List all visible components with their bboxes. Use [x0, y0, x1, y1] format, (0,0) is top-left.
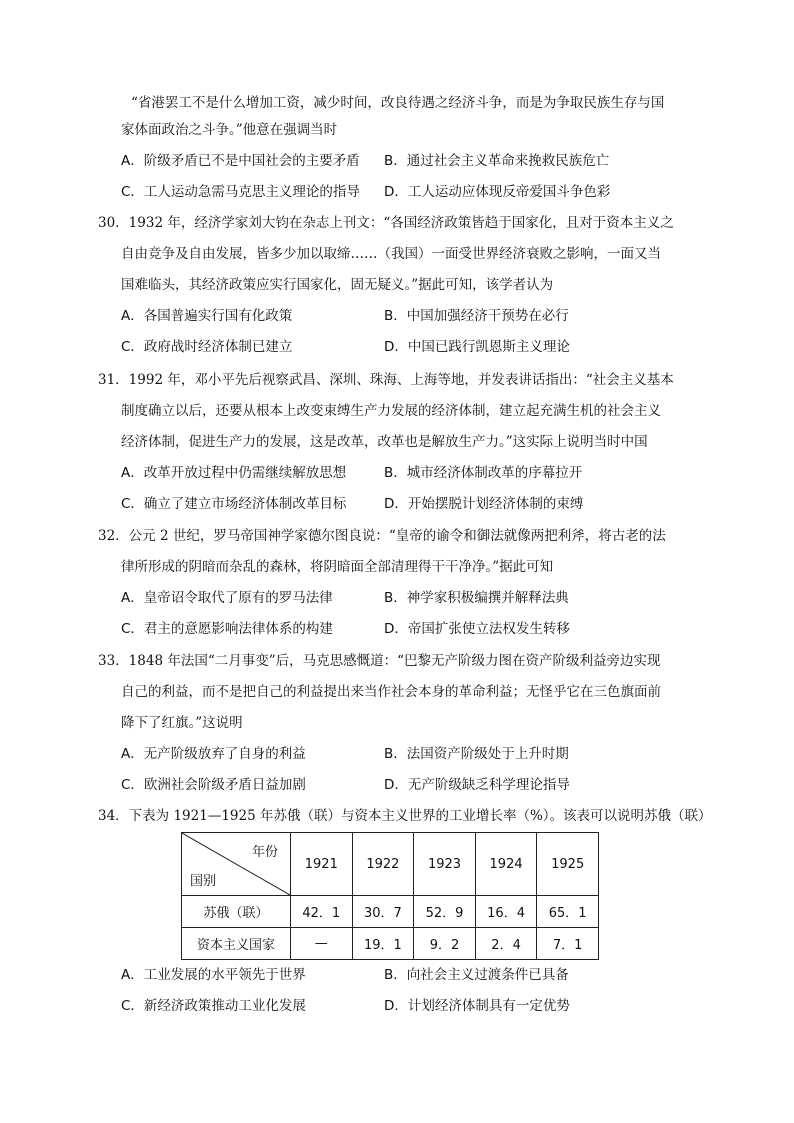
- q31-option-b: B．城市经济体制改革的序幕拉开: [384, 465, 583, 481]
- table-cell: 7．1: [537, 928, 599, 960]
- q33-option-c: C．欧洲社会阶级矛盾日益加剧: [121, 777, 306, 793]
- q33-option-d: D．无产阶级缺乏科学理论指导: [384, 777, 570, 793]
- q30-option-c: C．政府战时经济体制已建立: [121, 339, 293, 355]
- q30-option-a: A．各国普遍实行国有化政策: [121, 308, 293, 324]
- q29-option-d: D．工人运动应体现反帝爱国斗争色彩: [384, 184, 611, 200]
- q34-option-a: A．工业发展的水平领先于世界: [121, 967, 306, 983]
- q32-option-c: C．君主的意愿影响法律体系的构建: [121, 621, 333, 637]
- table-cell: 65．1: [537, 896, 599, 928]
- corner-label-year: 年份: [251, 845, 278, 860]
- q32-option-d: D．帝国扩张使立法权发生转移: [384, 621, 570, 637]
- q33-stem-line-2: 自己的利益，而不是把自己的利益提出来当作社会本身的革命利益；无怪乎它在三色旗面前: [121, 684, 661, 700]
- q29-stem-line-2: 家体面政治之斗争。”他意在强调当时: [121, 122, 338, 138]
- year-header: 1922: [352, 833, 414, 896]
- q33-option-b: B．法国资产阶级处于上升时期: [384, 746, 569, 762]
- q29-option-a: A．阶级矛盾已不是中国社会的主要矛盾: [121, 153, 360, 169]
- table-cell: 9．2: [414, 928, 476, 960]
- q33-stem-line-1: 33．1848 年法国“二月事变”后，马克思感慨道：“巴黎无产阶级力图在资产阶级利益旁边实现: [98, 653, 661, 669]
- table-cell: 2．4: [475, 928, 537, 960]
- table-header-row: [182, 833, 599, 896]
- q33-option-a: A．无产阶级放弃了自身的利益: [121, 746, 306, 762]
- q31-stem-line-3: 经济体制，促进生产力的发展，这是改革，改革也是解放生产力。”这实际上说明当时中国: [121, 434, 648, 450]
- year-header: 1924: [475, 833, 537, 896]
- q32-stem-line-1: 32．公元 2 世纪，罗马帝国神学家德尔图良说：“皇帝的谕令和御法就像两把利斧，将古老的法: [98, 528, 666, 544]
- year-header: 1925: [537, 833, 599, 896]
- q29-option-c: C．工人运动急需马克思主义理论的指导: [121, 184, 360, 200]
- q31-option-d: D．开始摆脱计划经济体制的束缚: [384, 496, 584, 512]
- row-label: 资本主义国家: [182, 928, 291, 960]
- q29-stem-line-1: “省港罢工不是什么增加工资，减少时间，改良待遇之经济斗争，而是为争取民族生存与国: [131, 95, 665, 111]
- q31-option-c: C．确立了建立市场经济体制改革目标: [121, 496, 347, 512]
- table-row: [182, 896, 599, 928]
- q29-option-b: B．通过社会主义革命来挽救民族危亡: [384, 153, 610, 169]
- q34-option-d: D．计划经济体制具有一定优势: [384, 998, 570, 1014]
- growth-rate-table: [181, 832, 599, 960]
- q31-stem-line-1: 31．1992 年，邓小平先后视察武昌、深圳、珠海、上海等地，并发表讲话指出：“社会主义基本: [98, 372, 674, 388]
- year-header: 1923: [414, 833, 476, 896]
- q30-stem-line-3: 国难临头，其经济政策应实行国家化，固无疑义。”据此可知，该学者认为: [121, 277, 554, 293]
- q32-option-b: B．神学家积极编撰并解释法典: [384, 590, 569, 606]
- table-cell: 42．1: [291, 896, 353, 928]
- q34-stem-line-1: 34．下表为 1921—1925 年苏俄（联）与资本主义世界的工业增长率（%）。该表可以说明苏俄（联）: [98, 808, 712, 824]
- q30-option-b: B．中国加强经济干预势在必行: [384, 308, 569, 324]
- table-cell: 16．4: [475, 896, 537, 928]
- table-cell: 19．1: [352, 928, 414, 960]
- q34-option-b: B．向社会主义过渡条件已具备: [384, 967, 569, 983]
- q31-stem-line-2: 制度确立以后，还要从根本上改变束缚生产力发展的经济体制，建立起充满生机的社会主义: [121, 403, 661, 419]
- q30-stem-line-2: 自由竞争及自由发展，皆多少加以取缔……（我国）一面受世界经济衰败之影响，一面又当: [121, 246, 661, 262]
- q30-option-d: D．中国已践行凯恩斯主义理论: [384, 339, 570, 355]
- q33-stem-line-3: 降下了红旗。”这说明: [121, 715, 243, 731]
- q31-option-a: A．改革开放过程中仍需继续解放思想: [121, 465, 347, 481]
- table-cell: 30．7: [352, 896, 414, 928]
- table-cell: —: [291, 928, 353, 960]
- table-row: [182, 928, 599, 960]
- row-label: 苏俄（联）: [182, 896, 291, 928]
- q32-option-a: A．皇帝诏令取代了原有的罗马法律: [121, 590, 333, 606]
- table-corner-cell: [182, 833, 291, 896]
- q30-stem-line-1: 30．1932 年，经济学家刘大钧在杂志上刊文：“各国经济政策皆趋于国家化，且对于资本主义之: [98, 215, 674, 231]
- corner-label-country: 国别: [190, 874, 217, 889]
- q34-option-c: C．新经济政策推动工业化发展: [121, 998, 306, 1014]
- table-cell: 52．9: [414, 896, 476, 928]
- year-header: 1921: [291, 833, 353, 896]
- q32-stem-line-2: 律所形成的阴暗而杂乱的森林，将阴暗面全部清理得干干净净。”据此可知: [121, 559, 554, 575]
